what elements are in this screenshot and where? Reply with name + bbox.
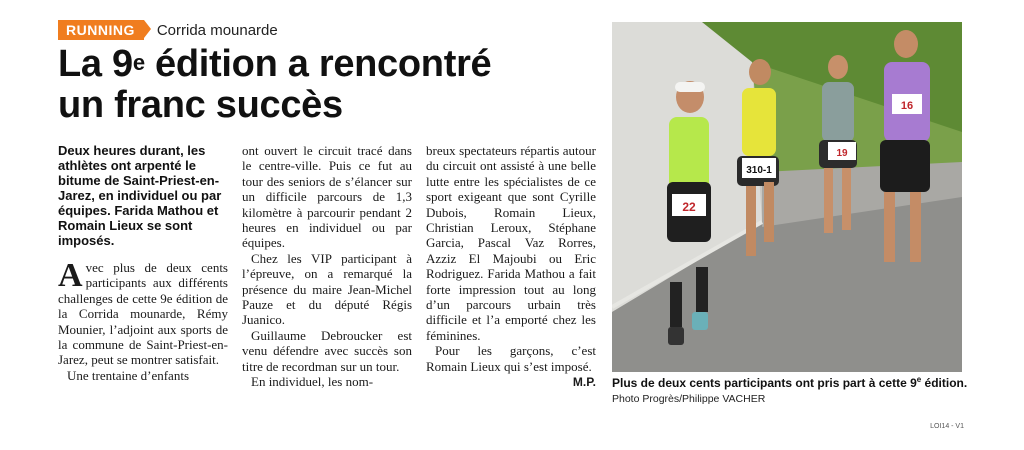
- paragraph-2-cont: ont ouvert le circuit tracé dans le centre-ville. Puis ce fut au tour des seniors de s’élancer sur un difficile parcours de 1,3 kilomètre à parcourir pendant 2 heures en individuel ou par équipes.: [242, 143, 412, 251]
- photo-caption: [612, 375, 972, 405]
- paragraph-1-body: vec plus de deux cents participants aux différents challenges de cette 9e édition de la Corrida mounarde, Rémy Mounier, l’adjoint aux sports de la commune de Saint-Priest-en-Jarez, peut se montrer satisfait.: [58, 260, 228, 368]
- caption-part1: Plus de deux cents participants ont pris part à cette 9: [612, 376, 917, 390]
- bib-19: 19: [836, 148, 848, 159]
- section-label: RUNNING: [58, 20, 144, 40]
- paragraph-6: Pour les garçons, c’est Romain Lieux qui s’est imposé.: [426, 343, 596, 374]
- kicker: [58, 21, 278, 39]
- headline-part1: La 9: [58, 43, 133, 85]
- race-photo: [612, 22, 962, 372]
- article-subtitle: Corrida mounarde: [156, 21, 278, 39]
- caption-text: [612, 375, 972, 390]
- chapo: Deux heures durant, les athlètes ont arpenté le bitume de Saint-Priest-en-Jarez, en individuel ou par équipes. Farida Mathou et Romain Lieux se sont imposés.: [58, 143, 222, 248]
- photo-credit: Photo Progrès/Philippe VACHER: [612, 393, 766, 405]
- headline: [58, 44, 598, 126]
- caption-part2: édition.: [921, 376, 968, 390]
- headline-part2: édition a rencontré: [144, 43, 492, 85]
- paragraph-3: Chez les VIP participant à l’épreuve, on a remarqué la présence du maire Jean-Michel Pauze et du député Régis Juanico.: [242, 250, 412, 328]
- headline-sup: e: [132, 50, 145, 75]
- column-3: [426, 143, 596, 391]
- runners-illustration: [612, 22, 962, 372]
- column-1: [58, 143, 228, 383]
- paragraph-5-start: En individuel, les nom-: [251, 374, 374, 390]
- caption-sup: e: [916, 375, 922, 384]
- dropcap: A: [58, 257, 83, 294]
- signature: M.P.: [572, 375, 596, 390]
- page-folio: LOI14 - V1: [930, 423, 964, 430]
- bib-22: 22: [682, 200, 696, 214]
- paragraph-5-cont: breux spectateurs répartis autour du circuit ont assisté à une belle lutte entre les spécialistes de ce sport exigeant que sont Cyrille Dubois, Romain Lieux, Christian Leroux, Stéphane Garcia, Pascal Vaz Rorres, Azziz El Majoubi ou Eric Rodriguez. Farida Mathou a fait forte impression tout au long d’un parcours urbain très difficile et l’a emporté chez les féminines.: [426, 143, 596, 343]
- column-2: [242, 143, 412, 390]
- bib-16: 16: [900, 100, 914, 112]
- bib-310: 310-1: [746, 165, 772, 176]
- paragraph-2-start: Une trentaine d’enfants: [67, 367, 190, 383]
- paragraph-4: Guillaume Debroucker est venu défendre avec succès son titre de recordman sur un tour.: [242, 327, 412, 374]
- headline-line2: un franc succès: [58, 84, 343, 126]
- paragraph-1: [58, 257, 228, 368]
